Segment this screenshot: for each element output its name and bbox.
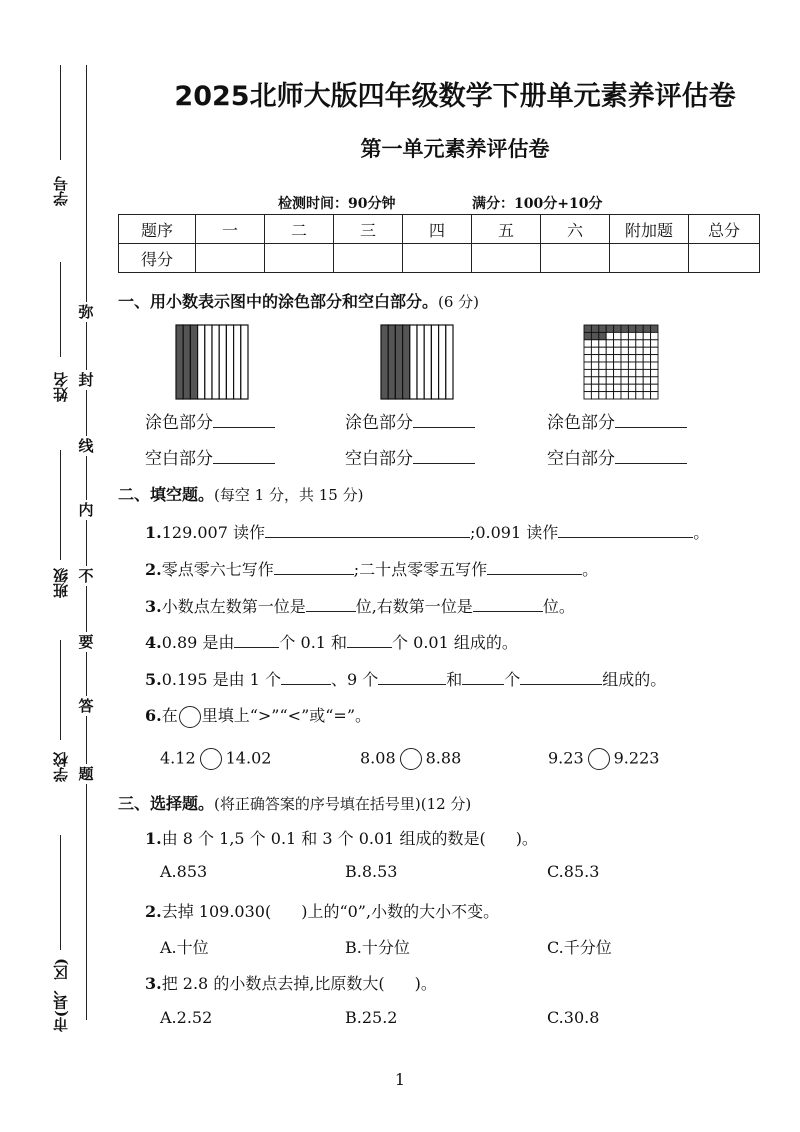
option-c[interactable]: C.千分位 xyxy=(547,938,612,957)
blank-square xyxy=(621,362,628,369)
blank-square xyxy=(628,369,635,376)
option-b[interactable]: B.十分位 xyxy=(345,938,410,957)
score-cell: 三 xyxy=(334,215,403,244)
blank-square xyxy=(591,384,598,391)
section-2-points: (每空 1 分，共 15 分) xyxy=(214,486,364,504)
shaded-strip xyxy=(183,325,190,399)
blank-square xyxy=(636,369,643,376)
shaded-square xyxy=(591,325,598,332)
score-cell: 总分 xyxy=(689,215,760,244)
answer-blank[interactable] xyxy=(462,668,504,685)
blank-square xyxy=(628,384,635,391)
score-table xyxy=(118,214,760,273)
shaded-strip xyxy=(176,325,183,399)
blank-square xyxy=(651,355,658,362)
question-text: 去掉 109.030( xyxy=(161,902,272,921)
blank-square xyxy=(643,362,650,369)
shaded-square xyxy=(643,325,650,332)
question-text: 零点零六七写作 xyxy=(161,560,274,579)
seal-char: 不 xyxy=(76,566,96,586)
seal-char: 内 xyxy=(76,500,96,520)
figure-1-shaded xyxy=(145,408,275,433)
blank-square xyxy=(621,347,628,354)
answer-blank[interactable] xyxy=(615,447,687,464)
shaded-strip xyxy=(381,325,388,399)
blank-square xyxy=(591,355,598,362)
blank-square xyxy=(614,384,621,391)
question-text: 在 xyxy=(161,706,178,725)
compare-circle-input[interactable] xyxy=(588,748,610,770)
seal-char: 答 xyxy=(76,696,96,716)
figure-2-blank xyxy=(345,444,475,469)
binding-line-outer-4 xyxy=(60,640,61,740)
shaded-label: 涂色部分 xyxy=(345,413,413,433)
option-c[interactable]: C.85.3 xyxy=(547,862,600,881)
score-cell: 一 xyxy=(196,215,265,244)
blank-square xyxy=(584,362,591,369)
question-text: ;二十点零零五写作 xyxy=(353,560,488,579)
answer-blank[interactable] xyxy=(615,411,687,428)
answer-blank[interactable] xyxy=(234,631,279,648)
score-input-cell[interactable] xyxy=(472,244,541,273)
answer-blank[interactable] xyxy=(281,668,331,685)
blank-strip xyxy=(219,325,226,399)
question-number: 1. xyxy=(145,523,162,542)
blank-square xyxy=(606,340,613,347)
compare-left: 9.23 xyxy=(548,748,584,768)
compare-circle-input[interactable] xyxy=(200,748,222,770)
shaded-square xyxy=(584,332,591,339)
figure-3-blank xyxy=(547,444,687,469)
score-cell: 四 xyxy=(403,215,472,244)
blank-square xyxy=(584,377,591,384)
blank-square xyxy=(651,369,658,376)
seal-char: 弥 xyxy=(76,302,96,322)
blank-square xyxy=(614,347,621,354)
unit-subtitle: 第一单元素养评估卷 xyxy=(360,137,550,161)
blank-square xyxy=(599,355,606,362)
compare-right: 14.02 xyxy=(225,748,272,768)
blank-square xyxy=(628,362,635,369)
question-text: 小数点左数第一位是 xyxy=(161,597,306,616)
question-text: 位。 xyxy=(542,597,575,616)
figure-1-blank xyxy=(145,444,275,469)
binding-line-outer-top xyxy=(60,65,61,160)
option-a[interactable]: A.2.52 xyxy=(160,1008,213,1027)
blank-square xyxy=(614,377,621,384)
blank-square xyxy=(614,369,621,376)
question-text: 。 xyxy=(582,560,599,579)
answer-blank[interactable] xyxy=(378,668,446,685)
tenths-figure-2 xyxy=(380,324,454,400)
blank-square xyxy=(643,355,650,362)
compare-left: 4.12 xyxy=(160,748,196,768)
blank-strip xyxy=(226,325,233,399)
score-cell: 题序 xyxy=(119,215,196,244)
blank-strip xyxy=(198,325,205,399)
question-2-5 xyxy=(145,667,666,690)
shaded-square xyxy=(614,325,621,332)
blank-square xyxy=(606,332,613,339)
section-2-heading: 二、填空题。 xyxy=(118,485,215,504)
blank-square xyxy=(606,384,613,391)
question-text: 组成的。 xyxy=(602,670,667,689)
question-text: 和 xyxy=(446,670,463,689)
score-input-cell[interactable] xyxy=(610,244,689,273)
option-a[interactable]: A.853 xyxy=(160,862,208,881)
seal-char: 要 xyxy=(76,632,96,652)
blank-square xyxy=(599,362,606,369)
blank-square xyxy=(599,347,606,354)
blank-square xyxy=(621,377,628,384)
blank-square xyxy=(614,362,621,369)
blank-square xyxy=(636,332,643,339)
section-3-heading: 三、选择题。 xyxy=(118,794,215,813)
blank-square xyxy=(591,347,598,354)
section-3-title xyxy=(118,791,471,814)
question-2-1 xyxy=(145,520,709,543)
blank-label: 空白部分 xyxy=(345,449,413,469)
blank-square xyxy=(606,362,613,369)
blank-label: 空白部分 xyxy=(145,449,213,469)
blank-square xyxy=(636,392,643,399)
seal-char: 封 xyxy=(76,370,96,390)
score-table-header-row xyxy=(119,215,760,244)
blank-square xyxy=(643,347,650,354)
score-cell: 二 xyxy=(265,215,334,244)
score-input-cell[interactable] xyxy=(334,244,403,273)
score-cell: 附加题 xyxy=(610,215,689,244)
blank-strip xyxy=(417,325,424,399)
blank-strip xyxy=(439,325,446,399)
blank-square xyxy=(584,384,591,391)
question-number: 1. xyxy=(145,829,162,848)
answer-blank[interactable] xyxy=(213,411,275,428)
question-text: 129.007 读作 xyxy=(161,523,265,542)
score-row-label: 得分 xyxy=(119,244,196,273)
blank-square xyxy=(628,377,635,384)
blank-square xyxy=(606,347,613,354)
question-text: 个 0.1 和 xyxy=(279,633,348,652)
blank-square xyxy=(621,392,628,399)
answer-blank[interactable] xyxy=(487,558,582,575)
question-text: 、9 个 xyxy=(330,670,379,689)
compare-left: 8.08 xyxy=(360,748,396,768)
blank-square xyxy=(636,377,643,384)
blank-square xyxy=(651,332,658,339)
question-text: )。 xyxy=(515,829,538,848)
blank-square xyxy=(636,355,643,362)
question-number: 5. xyxy=(145,670,162,689)
shaded-square xyxy=(584,325,591,332)
score-input-cell[interactable] xyxy=(689,244,760,273)
compare-item-3 xyxy=(548,748,659,770)
test-time: 检测时间：90分钟 xyxy=(278,196,396,212)
seal-char: 线 xyxy=(76,436,96,456)
blank-square xyxy=(636,384,643,391)
answer-blank[interactable] xyxy=(347,631,392,648)
answer-blank[interactable] xyxy=(265,521,470,538)
seal-char: 题 xyxy=(76,764,96,784)
answer-blank[interactable] xyxy=(558,521,693,538)
blank-strip xyxy=(212,325,219,399)
class-label: 班级 xyxy=(52,568,70,598)
question-text: 位,右数第一位是 xyxy=(355,597,473,616)
blank-square xyxy=(636,347,643,354)
blank-square xyxy=(651,340,658,347)
question-3-2 xyxy=(145,899,499,922)
question-number: 6. xyxy=(145,706,162,725)
shaded-strip xyxy=(403,325,410,399)
blank-square xyxy=(636,340,643,347)
question-number: 3. xyxy=(145,597,162,616)
blank-square xyxy=(584,347,591,354)
tenths-figure-1 xyxy=(175,324,249,400)
shaded-square xyxy=(628,325,635,332)
question-2-2 xyxy=(145,557,598,580)
shaded-square xyxy=(599,332,606,339)
blank-strip xyxy=(234,325,241,399)
blank-square xyxy=(599,340,606,347)
question-text: )上的“0”,小数的大小不变。 xyxy=(301,902,500,921)
blank-square xyxy=(591,362,598,369)
shaded-label: 涂色部分 xyxy=(547,413,615,433)
section-2-title xyxy=(118,482,363,505)
hundredths-figure xyxy=(583,324,659,400)
page-number: 1 xyxy=(394,1070,406,1089)
score-input-cell[interactable] xyxy=(196,244,265,273)
question-text: 把 2.8 的小数点去掉,比原数大( xyxy=(161,974,385,993)
shaded-square xyxy=(621,325,628,332)
blank-square xyxy=(621,369,628,376)
blank-strip xyxy=(241,325,248,399)
blank-square xyxy=(591,340,598,347)
question-text: 0.89 是由 xyxy=(161,633,235,652)
blank-square xyxy=(636,362,643,369)
question-2-3 xyxy=(145,594,575,617)
blank-square xyxy=(651,392,658,399)
question-text: ;0.091 读作 xyxy=(469,523,559,542)
question-number: 2. xyxy=(145,902,162,921)
question-2-4 xyxy=(145,630,518,653)
section-1-title xyxy=(118,289,479,312)
section-3-points: (将正确答案的序号填在括号里)(12 分) xyxy=(214,795,472,813)
blank-square xyxy=(599,384,606,391)
score-input-cell[interactable] xyxy=(541,244,610,273)
score-table-score-row xyxy=(119,244,760,273)
score-cell: 六 xyxy=(541,215,610,244)
figure-2-shaded xyxy=(345,408,475,433)
answer-blank[interactable] xyxy=(274,558,354,575)
compare-right: 8.88 xyxy=(425,748,462,768)
figure-3-shaded xyxy=(547,408,687,433)
question-text: 0.195 是由 1 个 xyxy=(161,670,281,689)
blank-square xyxy=(599,392,606,399)
binding-line-outer-2 xyxy=(60,262,61,357)
blank-square xyxy=(584,340,591,347)
blank-square xyxy=(584,369,591,376)
blank-square xyxy=(606,377,613,384)
binding-line-outer-3 xyxy=(60,450,61,560)
blank-square xyxy=(628,392,635,399)
question-number: 2. xyxy=(145,560,162,579)
full-score: 满分：100分+10分 xyxy=(472,196,603,212)
compare-circle-input[interactable] xyxy=(400,748,422,770)
blank-square xyxy=(628,340,635,347)
blank-square xyxy=(643,369,650,376)
blank-square xyxy=(614,340,621,347)
blank-square xyxy=(584,355,591,362)
blank-square xyxy=(628,347,635,354)
question-text: 里填上“>”“<”或“=”。 xyxy=(201,706,372,725)
blank-square xyxy=(628,355,635,362)
student-number-label: 学号 xyxy=(52,176,70,206)
blank-square xyxy=(599,377,606,384)
question-text: 由 8 个 1,5 个 0.1 和 3 个 0.01 组成的数是( xyxy=(161,829,486,848)
option-b[interactable]: B.25.2 xyxy=(345,1008,398,1027)
option-a[interactable]: A.十位 xyxy=(160,938,209,957)
question-number: 3. xyxy=(145,974,162,993)
blank-strip xyxy=(424,325,431,399)
answer-blank[interactable] xyxy=(413,411,475,428)
blank-strip xyxy=(410,325,417,399)
option-c[interactable]: C.30.8 xyxy=(547,1008,600,1027)
blank-square xyxy=(614,332,621,339)
city-label: 市(县、区) xyxy=(52,958,70,1033)
blank-square xyxy=(591,377,598,384)
blank-square xyxy=(643,377,650,384)
blank-square xyxy=(643,384,650,391)
blank-square xyxy=(591,392,598,399)
answer-blank[interactable] xyxy=(413,447,475,464)
blank-square xyxy=(628,332,635,339)
seal-line xyxy=(86,65,87,1020)
blank-square xyxy=(614,392,621,399)
question-3-3 xyxy=(145,971,437,994)
blank-square xyxy=(651,384,658,391)
score-input-cell[interactable] xyxy=(403,244,472,273)
shaded-square xyxy=(606,325,613,332)
compare-item-2 xyxy=(360,748,461,770)
blank-square xyxy=(651,362,658,369)
blank-square xyxy=(651,377,658,384)
blank-square xyxy=(643,340,650,347)
answer-blank[interactable] xyxy=(473,595,543,612)
blank-square xyxy=(643,392,650,399)
compare-circle-icon xyxy=(179,706,201,728)
section-1-points: (6 分) xyxy=(438,293,480,311)
score-cell: 五 xyxy=(472,215,541,244)
question-text: 。 xyxy=(693,523,710,542)
blank-square xyxy=(621,340,628,347)
shaded-square xyxy=(636,325,643,332)
section-1-heading: 一、用小数表示图中的涂色部分和空白部分。 xyxy=(118,292,439,311)
blank-square xyxy=(621,355,628,362)
option-b[interactable]: B.8.53 xyxy=(345,862,398,881)
blank-square xyxy=(606,392,613,399)
shaded-square xyxy=(591,332,598,339)
question-number: 4. xyxy=(145,633,162,652)
question-2-6 xyxy=(145,703,371,728)
answer-blank[interactable] xyxy=(520,668,602,685)
blank-square xyxy=(621,332,628,339)
question-text: 个 xyxy=(504,670,521,689)
question-text: 个 0.01 组成的。 xyxy=(392,633,518,652)
blank-square xyxy=(599,369,606,376)
shaded-strip xyxy=(190,325,197,399)
blank-square xyxy=(614,355,621,362)
blank-square xyxy=(584,392,591,399)
question-text: )。 xyxy=(414,974,437,993)
shaded-strip xyxy=(395,325,402,399)
shaded-square xyxy=(599,325,606,332)
blank-square xyxy=(643,332,650,339)
shaded-strip xyxy=(388,325,395,399)
blank-strip xyxy=(446,325,453,399)
score-input-cell[interactable] xyxy=(265,244,334,273)
blank-square xyxy=(606,355,613,362)
blank-strip xyxy=(205,325,212,399)
school-label: 学校 xyxy=(52,752,70,782)
compare-item-1 xyxy=(160,748,271,770)
answer-blank[interactable] xyxy=(306,595,356,612)
blank-square xyxy=(621,384,628,391)
name-label: 姓名 xyxy=(52,372,70,402)
question-3-1 xyxy=(145,826,538,849)
shaded-label: 涂色部分 xyxy=(145,413,213,433)
binding-line-outer-5 xyxy=(60,835,61,950)
blank-square xyxy=(651,347,658,354)
blank-square xyxy=(606,369,613,376)
answer-blank[interactable] xyxy=(213,447,275,464)
compare-right: 9.223 xyxy=(613,748,660,768)
blank-square xyxy=(591,369,598,376)
page-title: 2025北师大版四年级数学下册单元素养评估卷 xyxy=(174,81,736,112)
shaded-square xyxy=(651,325,658,332)
blank-strip xyxy=(431,325,438,399)
blank-label: 空白部分 xyxy=(547,449,615,469)
